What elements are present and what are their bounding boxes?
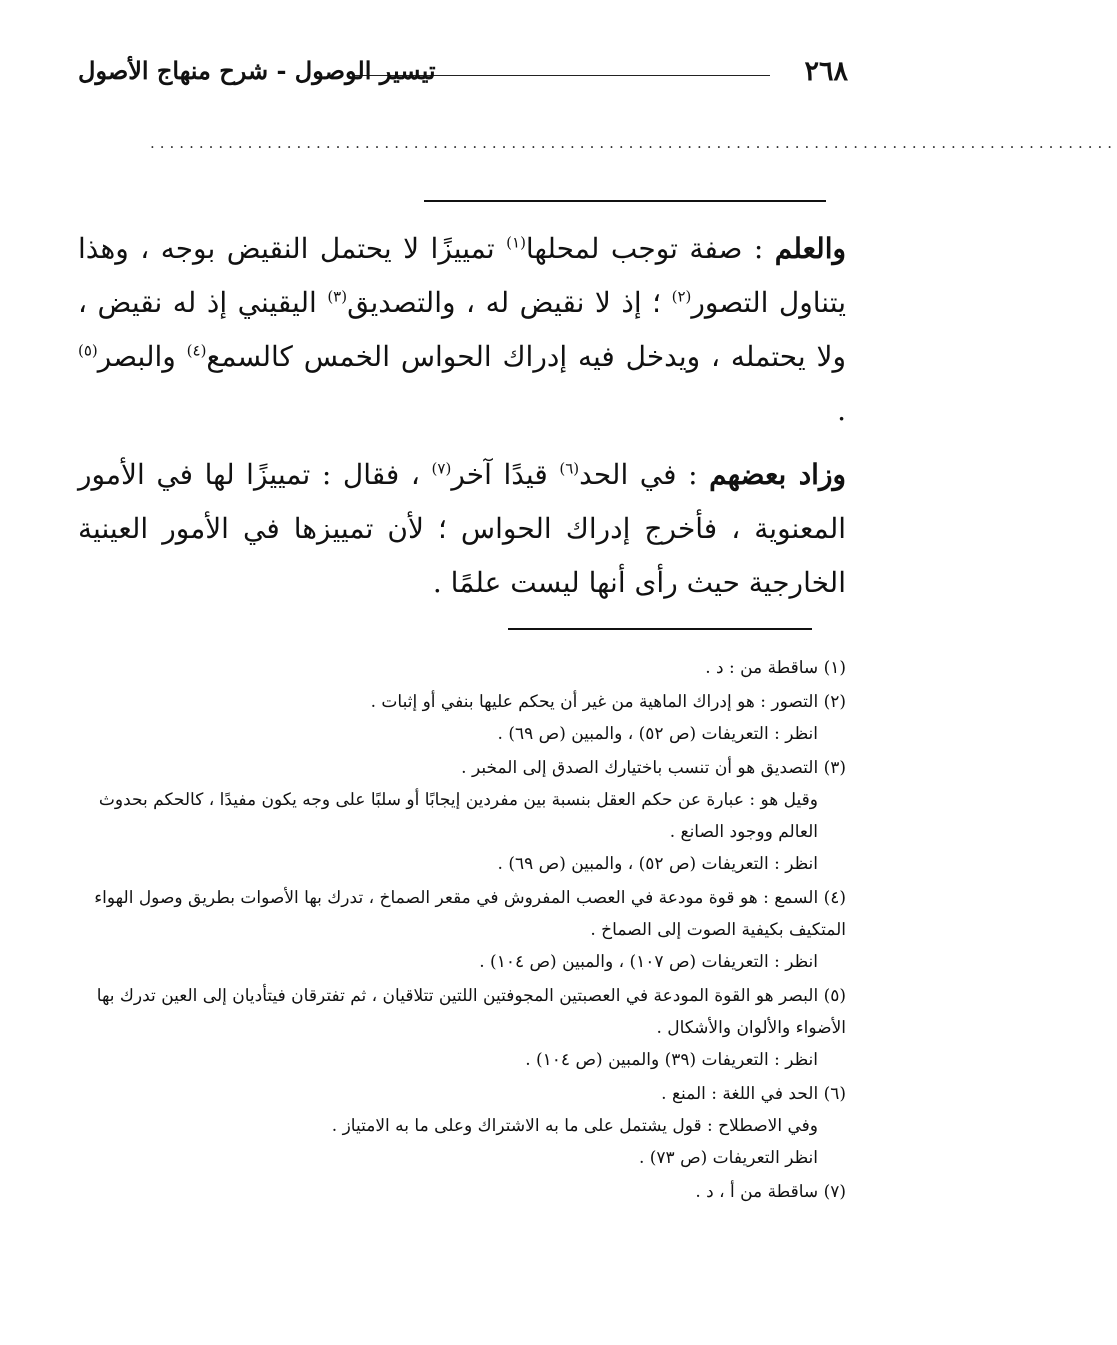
paragraph-addition: وزاد بعضهم : في الحد$^{(٦)}$ قيدًا آخر$^{(٧)}$ ، فقال : تمييزًا لها في الأمور المعنوية ، فأخرج إدراك الحواس ؛ لأن تمييزها في الأمور العينية الخارجية حيث رأى أنها ليست علمًا . xyxy=(78,458,846,599)
term-knowledge: والعلم xyxy=(774,232,846,265)
footnote-rule xyxy=(508,628,812,630)
footnote-6: (٦) الحد في اللغة : المنع . وفي الاصطلاح : قول يشتمل على ما به الاشتراك وعلى ما به الامتياز . انظر التعريفات (ص ٧٣) . xyxy=(331,1084,846,1168)
footnote-ref-7: (٧) xyxy=(431,459,452,478)
page-header xyxy=(78,56,848,96)
main-text xyxy=(78,222,846,620)
term-some-added: وزاد بعضهم xyxy=(709,458,846,491)
footnote-ref-3: (٣) xyxy=(327,287,348,306)
paragraph-knowledge: والعلم : صفة توجب لمحلها$^{(١)}$ تمييزًا لا يحتمل النقيض بوجه ، وهذا يتناول التصور$^{(٢)}$ ؛ إذ لا نقيض له ، والتصديق$^{(٣)}$ اليقيني إذ له نقيض ، ولا يحتمله ، ويدخل فيه إدراك الحواس الخمس كالسمع$^{(٤)}$ والبصر$^{(٥)}$ . xyxy=(78,232,846,427)
running-title: تيسير الوصول - شرح منهاج الأصول xyxy=(78,56,436,85)
footnote-5: (٥) البصر هو القوة المودعة في العصبتين المجوفتين اللتين تتلاقيان ، ثم تفترقان فيتأديان إلى العين تدرك بها الأضواء والألوان والأشكال . انظر : التعريفات (٣٩) والمبين (ص ١٠٤) . xyxy=(96,986,846,1070)
ellipsis-separator: ................................................................................................... xyxy=(150,134,1117,152)
page-number: ٢٦٨ xyxy=(804,56,848,87)
footnote-7: (٧) ساقطة من أ ، د . xyxy=(695,1182,846,1202)
footnote-4: (٤) السمع : هو قوة مودعة في العصب المفروش في مقعر الصماخ ، تدرك بها الأصوات بطريق وصول الهواء المتكيف بكيفية الصوت إلى الصماخ . انظر : التعريفات (ص ١٠٧) ، والمبين (ص ١٠٤) . xyxy=(94,888,846,972)
footnote-ref-6: (٦) xyxy=(559,459,580,478)
footnote-2: (٢) التصور : هو إدراك الماهية من غير أن يحكم عليها بنفي أو إثبات . انظر : التعريفات (ص ٥٢) ، والمبين (ص ٦٩) . xyxy=(370,692,846,744)
footnotes xyxy=(78,652,846,1210)
footnote-ref-4: (٤) xyxy=(186,341,207,360)
footnote-ref-1: (١) xyxy=(506,233,526,252)
section-rule xyxy=(424,200,826,202)
footnote-ref-5: (٥) xyxy=(78,341,98,360)
footnote-1: (١) ساقطة من : د . xyxy=(705,658,846,678)
footnote-3: (٣) التصديق هو أن تنسب باختيارك الصدق إلى المخبر . وقيل هو : عبارة عن حكم العقل بنسبة بين مفردين إيجابًا أو سلبًا على وجه يكون مفيدًا ، كالحكم بحدوث العالم ووجود الصانع . انظر : التعريفات (ص ٥٢) ، والمبين (ص ٦٩) . xyxy=(98,758,846,874)
footnote-ref-2: (٢) xyxy=(671,287,692,306)
